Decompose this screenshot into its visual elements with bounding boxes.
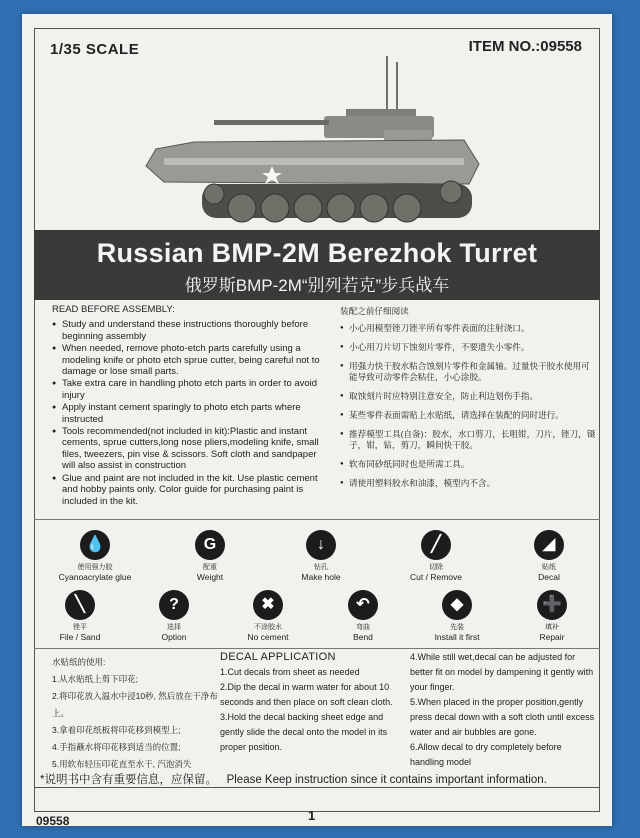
list-item: 1.Cut decals from sheet as needed [220,667,360,677]
list-item: ● 软布同砂纸同时也是所需工具。 [340,459,598,470]
list-item: ● 某些零件表面需贴上水贴纸，请选择在装配的同时进行。 [340,410,598,421]
legend-hole: ↓ 钻孔 Make hole [276,530,366,582]
list-item: ● When needed, remove photo-etch parts carefully using a modeling knife or photo etch sprue cutter, being careful not to damage or lose small parts. [52,343,332,377]
question-icon: ? [159,590,189,620]
legend-decal: ◢ 贴纸 Decal [504,530,594,582]
read-heading: READ BEFORE ASSEMBLY: [52,304,175,315]
legend-bend: ↶ 弯曲 Bend [318,590,408,642]
list-item: 3.Hold the decal backing sheet edge and gently slide the decal onto the model in its proper position. [220,712,388,752]
list-item: ● 推荐模型工具(自备)：胶水，水口剪刀，长咀钳，刀片，锉刀，镊子，钳，钻，剪刀，瞬间快干胶。 [340,429,598,451]
legend-option: ? 选择 Option [129,590,219,642]
footer-divider [34,787,600,788]
page-number: 1 [308,808,316,823]
drop-icon: 💧 [80,530,110,560]
bend-icon: ↶ [348,590,378,620]
legend-cut: ╱ 切除 Cut / Remove [391,530,481,582]
legend-glue: 💧 使用强力胶 Cyanoacrylate glue [50,530,140,582]
item-number: ITEM NO.:09558 [468,38,582,55]
legend-no-cement: ✖ 不涂胶水 No cement [223,590,313,642]
chinese-notes [340,306,598,497]
legend-weight: G 配重 Weight [165,530,255,582]
decal-heading: DECAL APPLICATION [220,651,336,663]
list-item: 1.从水贴纸上剪下印花; [52,674,138,684]
file-icon: ╲ [65,590,95,620]
decal-application-continued [410,650,596,770]
list-item: ● 取蚀刻片时应特别注意安全，防止利边划伤手指。 [340,391,598,402]
notice-english: Please Keep instruction since it contains important information. [226,774,547,786]
notice-chinese: *说明书中含有重要信息，应保留。 [40,774,217,786]
drill-icon: ↓ [306,530,336,560]
symbol-legend [34,519,600,649]
list-item: 4.While still wet,decal can be adjusted for better fit on model by dampening it gently with your finger. [410,652,594,692]
repair-icon: ➕ [537,590,567,620]
tank-illustration [134,54,484,242]
list-item: ● 请使用塑料胶水和油漆，模型内不含。 [340,478,598,489]
list-item: 3.拿着印花纸板将印花移到模型上; [52,725,181,735]
list-item: ● Apply instant cement sparingly to photo etch parts where instructed [52,402,332,425]
install-first-icon: ◆ [442,590,472,620]
item-code: 09558 [36,814,70,828]
list-item: ● 小心用模型锉刀锉平所有零件表面的注射浇口。 [340,323,598,334]
title-chinese: 俄罗斯BMP-2M“别列若克”步兵战车 [184,276,450,295]
scale-label: 1/35 SCALE [50,41,140,58]
list-item: 5.When placed in the proper position,gently press decal down with a soft cloth until excess water and air bubbles are gone. [410,697,595,737]
list-item: 2.Dip the decal in warm water for about 10 seconds and then place on soft clean cloth. [220,682,393,707]
title-english: Russian BMP-2M Berezhok Turret [96,238,538,268]
list-item: ● 用强力快干胶水粘合蚀刻片零件和金属轴。过量快干胶水使用可能导致可动零件会粘住，小心涂胶。 [340,361,598,383]
water-decal-heading: 水贴纸的使用: [52,657,106,667]
list-item: ● Tools recommended(not included in kit):Plastic and instant cements, sprue cutters,long nose pliers,modeling knife, small files, tweezers, pin vise & scissors. Soft cloth and sandpaper will also assist in construction [52,426,332,472]
list-item: 6.Allow decal to dry completely before handling model [410,742,562,767]
legend-repair: ➕ 填补 Repair [507,590,597,642]
title-banner [34,230,600,300]
knife-icon: ╱ [421,530,451,560]
decal-icon: ◢ [534,530,564,560]
list-item: ● Take extra care in handling photo etch parts in order to avoid injury [52,378,332,401]
read-before-assembly [52,304,332,508]
no-cement-icon: ✖ [253,590,283,620]
list-item: 4.手指蘸水将印花移到适当的位置; [52,742,181,752]
decal-application [220,650,408,755]
legend-install-first: ◆ 先装 Install it first [412,590,502,642]
list-item: ● Glue and paint are not included in the kit. Use plastic cement and hobby paints only. Color guide for purchasing paint is included in the kit. [52,473,332,507]
list-item: ● Study and understand these instructions thoroughly before beginning assembly [52,319,332,342]
weight-icon: G [195,530,225,560]
list-item: 2.将印花放入温水中浸10秒, 然后放在干净布上。 [52,691,218,718]
list-item: 5.用软布轻压印花直至水干, 汽泡消失 [52,759,192,769]
legend-file: ╲ 锉平 File / Sand [35,590,125,642]
list-item: ● 小心用刀片切下蚀刻片零件，不要遗失小零件。 [340,342,598,353]
instruction-sheet [22,14,612,826]
keep-instruction-notice [40,771,547,787]
cn-heading: 装配之前仔细阅读 [340,306,409,316]
water-decal-chinese [52,654,222,773]
